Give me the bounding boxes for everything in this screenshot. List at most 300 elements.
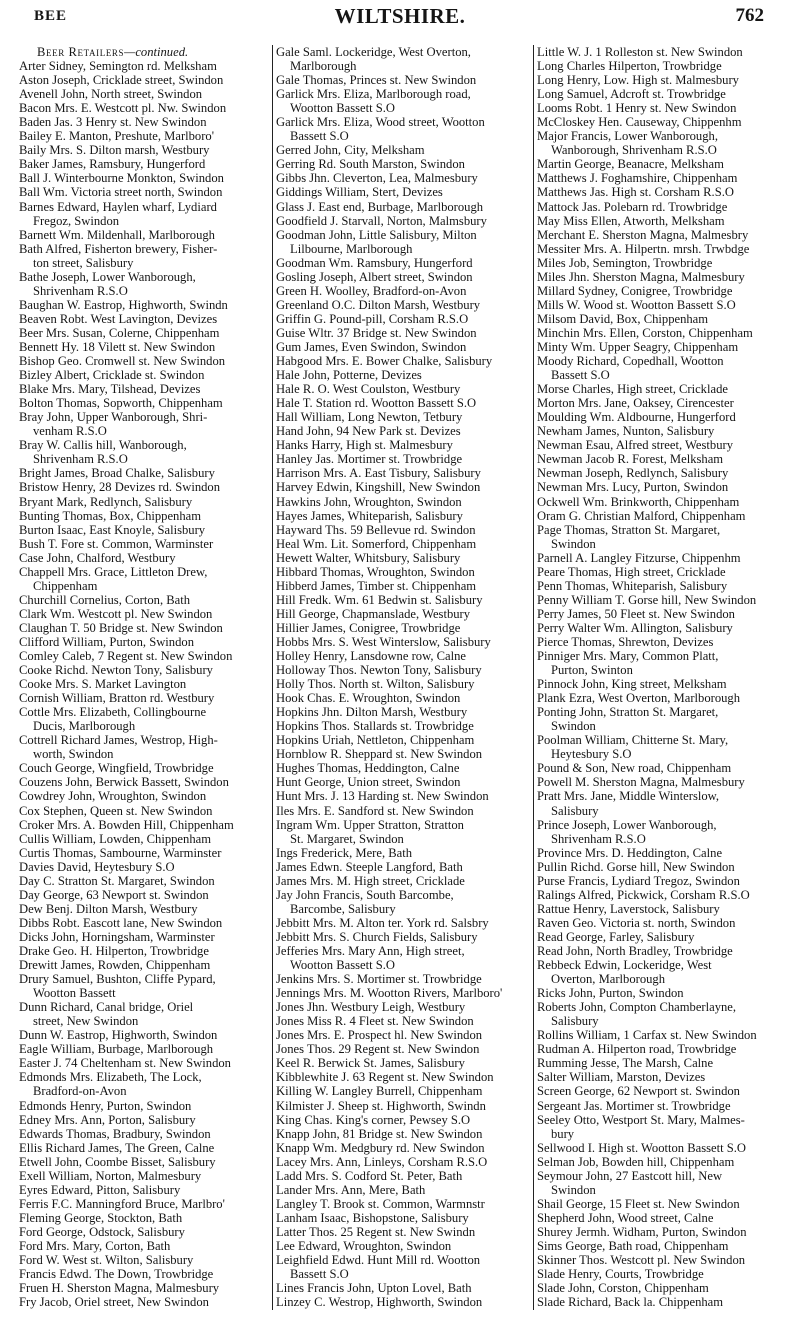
entry-line: Rattue Henry, Laverstock, Salisbury — [537, 901, 720, 916]
directory-entry — [276, 424, 528, 438]
directory-entry — [537, 1113, 789, 1141]
entry-line: Dibbs Robt. Eascott lane, New Swindon — [19, 915, 223, 930]
entry-line: Major Francis, Lower Wanborough, — [537, 129, 718, 144]
entry-line: Bizley Albert, Cricklade st. Swindon — [19, 368, 205, 383]
entry-line: Read George, Farley, Salisbury — [537, 929, 695, 944]
directory-entry — [276, 986, 528, 1000]
directory-entry — [19, 663, 271, 677]
directory-entry — [537, 45, 789, 59]
entry-line: Hunt Mrs. J. 13 Harding st. New Swindon — [276, 789, 489, 804]
directory-entry — [19, 1253, 271, 1267]
directory-entry — [537, 986, 789, 1000]
directory-entry — [276, 930, 528, 944]
entry-line: Bristow Henry, 28 Devizes rd. Swindon — [19, 480, 221, 495]
entry-line: Lines Francis John, Upton Lovel, Bath — [276, 1281, 472, 1296]
directory-entry — [19, 87, 271, 101]
entry-line: Shepherd John, Wood street, Calne — [537, 1210, 714, 1225]
directory-entry — [537, 129, 789, 157]
directory-entry — [19, 129, 271, 143]
directory-entry — [19, 874, 271, 888]
entry-line: Lander Mrs. Ann, Mere, Bath — [276, 1182, 426, 1197]
entry-line: Ball J. Winterbourne Monkton, Swindon — [19, 171, 224, 186]
entry-continuation-line: Heytesbury S.O — [551, 747, 632, 762]
directory-entry — [276, 621, 528, 635]
directory-entry — [19, 635, 271, 649]
directory-entry — [19, 396, 271, 410]
directory-entry — [276, 1295, 528, 1309]
directory-entry — [276, 509, 528, 523]
entry-line: Hayward Ths. 59 Bellevue rd. Swindon — [276, 522, 476, 537]
directory-entry — [19, 1183, 271, 1197]
entry-line: Croker Mrs. A. Bowden Hill, Chippenham — [19, 817, 234, 832]
directory-entry — [537, 944, 789, 958]
entry-line: Hanley Jas. Mortimer st. Trowbridge — [276, 452, 463, 467]
directory-entry — [537, 1239, 789, 1253]
entry-line: Goodfield J. Starvall, Norton, Malmsbury — [276, 213, 487, 228]
directory-entry — [19, 860, 271, 874]
entry-line: Hall William, Long Newton, Tetbury — [276, 410, 463, 425]
directory-entry — [276, 1000, 528, 1014]
entry-line: Perry Walter Wm. Allington, Salisbury — [537, 620, 733, 635]
entry-continuation-line: worth, Swindon — [33, 747, 114, 762]
directory-entry — [19, 466, 271, 480]
entry-line: Bennett Hy. 18 Vilett st. New Swindon — [19, 339, 216, 354]
entry-line: Seymour John, 27 Eastcott hill, New — [537, 1168, 723, 1183]
entry-continuation-line: Bassett S.O — [290, 1267, 349, 1282]
directory-entry — [19, 832, 271, 846]
directory-entry — [19, 733, 271, 761]
directory-entry — [537, 284, 789, 298]
entry-line: Edney Mrs. Ann, Porton, Salisbury — [19, 1112, 196, 1127]
entry-line: Ockwell Wm. Brinkworth, Chippenham — [537, 494, 740, 509]
entry-line: Bryant Mark, Redlynch, Salisbury — [19, 494, 193, 509]
directory-entry — [19, 340, 271, 354]
section-heading-title: Beer Retailers — [37, 45, 125, 59]
directory-entry — [276, 438, 528, 452]
entry-line: Jones Thos. 29 Regent st. New Swindon — [276, 1042, 480, 1057]
directory-entry — [537, 593, 789, 607]
directory-entry — [537, 1028, 789, 1042]
entry-line: May Miss Ellen, Atworth, Melksham — [537, 213, 725, 228]
entry-line: Ponting John, Stratton St. Margaret, — [537, 705, 719, 720]
entry-line: Lee Edward, Wroughton, Swindon — [276, 1238, 452, 1253]
directory-entry — [276, 326, 528, 340]
entry-line: Harvey Edwin, Kingshill, New Swindon — [276, 480, 481, 495]
entry-line: Miles Job, Semington, Trowbridge — [537, 255, 713, 270]
entry-continuation-line: Wootton Bassett S.O — [290, 958, 395, 973]
directory-entry — [19, 101, 271, 115]
entry-line: Lanham Isaac, Bishopstone, Salisbury — [276, 1210, 469, 1225]
directory-entry — [19, 944, 271, 958]
entry-line: Read John, North Bradley, Trowbridge — [537, 944, 733, 958]
directory-entry — [276, 270, 528, 284]
directory-column-2 — [276, 45, 528, 1309]
entry-line: Cottle Mrs. Elizabeth, Collingbourne — [19, 705, 207, 720]
entry-line: Ball Wm. Victoria street north, Swindon — [19, 185, 223, 200]
directory-entry — [537, 73, 789, 87]
entry-line: Hook Chas. E. Wroughton, Swindon — [276, 691, 461, 706]
entry-line: Long Samuel, Adcroft st. Trowbridge — [537, 87, 726, 102]
directory-entry — [19, 649, 271, 663]
directory-entry — [537, 396, 789, 410]
directory-entry — [19, 200, 271, 228]
entry-line: Page Thomas, Stratton St. Margaret, — [537, 522, 721, 537]
directory-entry — [537, 59, 789, 73]
entry-line: Newman Mrs. Lucy, Purton, Swindon — [537, 480, 729, 495]
directory-entry — [19, 1070, 271, 1098]
entry-continuation-line: Salisbury — [551, 1014, 599, 1029]
directory-entry — [276, 480, 528, 494]
entry-line: Ford George, Odstock, Salisbury — [19, 1224, 185, 1239]
entry-line: Eagle William, Burbage, Marlborough — [19, 1042, 214, 1057]
directory-entry — [276, 396, 528, 410]
directory-entry — [537, 1169, 789, 1197]
entry-line: Holloway Thos. Newton Tony, Salisbury — [276, 663, 482, 678]
directory-entry — [19, 509, 271, 523]
directory-entry — [537, 846, 789, 860]
directory-entry — [537, 1253, 789, 1267]
directory-entry — [537, 214, 789, 228]
directory-entry — [19, 438, 271, 466]
entry-line: Dunn W. Eastrop, Highworth, Swindon — [19, 1028, 218, 1043]
directory-entry — [537, 635, 789, 649]
entry-continuation-line: ton street, Salisbury — [33, 255, 134, 270]
entry-line: Cooke Mrs. S. Market Lavington — [19, 677, 187, 692]
entry-line: Minchin Mrs. Ellen, Corston, Chippenham — [537, 325, 753, 340]
directory-entry — [276, 733, 528, 747]
entry-line: Bolton Thomas, Sopworth, Chippenham — [19, 396, 223, 411]
directory-entry — [276, 649, 528, 663]
entry-line: Hughes Thomas, Heddington, Calne — [276, 761, 460, 776]
directory-entry — [19, 691, 271, 705]
directory-entry — [537, 930, 789, 944]
entry-line: Merchant E. Sherston Magna, Malmesbry — [537, 227, 749, 242]
entry-line: Ford Mrs. Mary, Corton, Bath — [19, 1238, 171, 1253]
entry-line: Blake Mrs. Mary, Tilshead, Devizes — [19, 382, 201, 397]
directory-entry — [19, 761, 271, 775]
directory-entry — [276, 228, 528, 256]
directory-entry — [537, 1225, 789, 1239]
entry-line: Shail George, 15 Fleet st. New Swindon — [537, 1196, 740, 1211]
entry-line: Pratt Mrs. Jane, Middle Winterslow, — [537, 789, 720, 804]
directory-entry — [537, 354, 789, 382]
entry-line: Hibbard Thomas, Wroughton, Swindon — [276, 564, 475, 579]
entry-line: Baker James, Ramsbury, Hungerford — [19, 157, 206, 172]
entry-continuation-line: Chippenham — [33, 578, 98, 593]
entry-line: Matthews Jas. High st. Corsham R.S.O — [537, 185, 734, 200]
entry-continuation-line: Barcombe, Salisbury — [290, 901, 396, 916]
entry-line: James Edwn. Steeple Langford, Bath — [276, 859, 463, 874]
directory-entry — [19, 565, 271, 593]
entry-line: Garlick Mrs. Eliza, Marlborough road, — [276, 87, 471, 102]
directory-entry — [276, 1127, 528, 1141]
entry-continuation-line: Shrivenham R.S.O — [551, 831, 646, 846]
entry-line: Knapp Wm. Medgbury rd. New Swindon — [276, 1140, 485, 1155]
directory-entry — [19, 1197, 271, 1211]
directory-entry — [537, 888, 789, 902]
directory-entry — [537, 691, 789, 705]
directory-entry — [19, 1099, 271, 1113]
directory-entry — [276, 185, 528, 199]
directory-entry — [537, 902, 789, 916]
entry-line: Chappell Mrs. Grace, Littleton Drew, — [19, 564, 208, 579]
entry-line: Churchill Cornelius, Corton, Bath — [19, 592, 191, 607]
directory-entry — [537, 326, 789, 340]
directory-entry — [19, 143, 271, 157]
entry-line: Morton Mrs. Jane, Oaksey, Cirencester — [537, 396, 734, 411]
entry-line: Morse Charles, High street, Cricklade — [537, 382, 728, 397]
entry-line: Green H. Woolley, Bradford-on-Avon — [276, 283, 467, 298]
directory-entry — [19, 242, 271, 270]
entry-continuation-line: Swindon — [551, 719, 596, 734]
directory-entry — [276, 157, 528, 171]
directory-entry — [537, 789, 789, 817]
directory-entry — [537, 242, 789, 256]
directory-entry — [537, 1295, 789, 1309]
directory-entry — [19, 958, 271, 972]
entry-line: Hillier James, Conigree, Trowbridge — [276, 620, 461, 635]
directory-entry — [276, 115, 528, 143]
entry-line: Minty Wm. Upper Seagry, Chippenham — [537, 339, 739, 354]
entry-continuation-line: Salisbury — [551, 803, 599, 818]
directory-entry — [19, 326, 271, 340]
entry-line: Newman Esau, Alfred street, Westbury — [537, 438, 734, 453]
entry-line: Case John, Chalford, Westbury — [19, 550, 176, 565]
entry-line: Mills W. Wood st. Wootton Bassett S.O — [537, 297, 736, 312]
directory-entry — [276, 1084, 528, 1098]
entry-line: Bright James, Broad Chalke, Salisbury — [19, 466, 215, 481]
entry-line: Lacey Mrs. Ann, Linleys, Corsham R.S.O — [276, 1154, 488, 1169]
entry-line: Miles Jhn. Sherston Magna, Malmesbury — [537, 269, 745, 284]
directory-entry — [537, 340, 789, 354]
entry-continuation-line: Purton, Swinton — [551, 663, 633, 678]
entry-line: Millard Sydney, Conigree, Trowbridge — [537, 283, 733, 298]
entry-line: Hill George, Chapmanslade, Westbury — [276, 606, 471, 621]
entry-line: Hopkins Jhn. Dilton Marsh, Westbury — [276, 705, 468, 720]
entry-line: Newham James, Nunton, Salisbury — [537, 424, 715, 439]
directory-entry — [276, 171, 528, 185]
entry-line: Habgood Mrs. E. Bower Chalke, Salisbury — [276, 354, 493, 369]
entry-line: Hobbs Mrs. S. West Winterslow, Salisbury — [276, 634, 491, 649]
entry-line: Slade John, Corston, Chippenham — [537, 1281, 709, 1296]
directory-entry — [276, 747, 528, 761]
directory-entry — [276, 1169, 528, 1183]
entry-line: Little W. J. 1 Rolleston st. New Swindon — [537, 45, 743, 59]
directory-entry — [537, 1141, 789, 1155]
entry-line: Gerring Rd. South Marston, Swindon — [276, 157, 465, 172]
entry-line: Goodman John, Little Salisbury, Milton — [276, 227, 477, 242]
entry-line: Jay John Francis, South Barcombe, — [276, 887, 454, 902]
entry-line: Dunn Richard, Canal bridge, Oriel — [19, 1000, 194, 1015]
entry-line: Greenland O.C. Dilton Marsh, Westbury — [276, 297, 481, 312]
entry-line: Perry James, 50 Fleet st. New Swindon — [537, 606, 735, 621]
entry-line: Hale John, Potterne, Devizes — [276, 368, 422, 383]
directory-entry — [276, 1014, 528, 1028]
entry-line: Hale T. Station rd. Wootton Bassett S.O — [276, 396, 477, 411]
directory-entry — [19, 354, 271, 368]
entry-line: Killing W. Langley Burrell, Chippenham — [276, 1084, 483, 1099]
entry-line: Baden Jas. 3 Henry st. New Swindon — [19, 115, 207, 130]
directory-entry — [276, 466, 528, 480]
entry-line: Penn Thomas, Whiteparish, Salisbury — [537, 578, 728, 593]
entry-line: Poolman William, Chitterne St. Mary, — [537, 733, 729, 748]
directory-entry — [276, 1211, 528, 1225]
directory-entry — [19, 523, 271, 537]
entry-line: Leighfield Edwd. Hunt Mill rd. Wootton — [276, 1253, 481, 1268]
directory-entry — [19, 1239, 271, 1253]
directory-entry — [537, 705, 789, 733]
entry-line: Drury Samuel, Bushton, Cliffe Pypard, — [19, 972, 216, 987]
entry-line: Day George, 63 Newport st. Swindon — [19, 887, 209, 902]
entry-line: Cooke Richd. Newton Tony, Salisbury — [19, 663, 213, 678]
page-number: 762 — [735, 5, 764, 26]
entry-line: McCloskey Hen. Causeway, Chippenhm — [537, 115, 742, 130]
entry-line: Matthews J. Foghamshire, Chippenham — [537, 171, 738, 186]
directory-entry — [276, 143, 528, 157]
directory-entry — [537, 818, 789, 846]
directory-entry — [537, 1211, 789, 1225]
directory-entry — [537, 1267, 789, 1281]
directory-entry — [537, 579, 789, 593]
entry-line: Couch George, Wingfield, Trowbridge — [19, 761, 214, 776]
entry-continuation-line: Wootton Bassett — [33, 986, 116, 1001]
entry-line: Drake Geo. H. Hilperton, Trowbridge — [19, 944, 209, 958]
entry-line: Gibbs Jhn. Cleverton, Lea, Malmesbury — [276, 171, 478, 186]
entry-line: Etwell John, Coombe Bisset, Salisbury — [19, 1154, 216, 1169]
entry-line: Plank Ezra, West Overton, Marlborough — [537, 691, 741, 706]
entry-line: Raven Geo. Victoria st. north, Swindon — [537, 915, 736, 930]
directory-entry — [276, 775, 528, 789]
entry-line: Hornblow R. Sheppard st. New Swindon — [276, 747, 483, 762]
entry-line: Jenkins Mrs. S. Mortimer st. Trowbridge — [276, 972, 482, 987]
directory-entry — [276, 73, 528, 87]
entry-line: Ellis Richard James, The Green, Calne — [19, 1140, 215, 1155]
directory-entry — [19, 312, 271, 326]
entry-continuation-line: Swindon — [551, 536, 596, 551]
directory-entry — [19, 1056, 271, 1070]
directory-entry — [537, 649, 789, 677]
entry-continuation-line: venham R.S.O — [33, 424, 107, 439]
directory-entry — [276, 565, 528, 579]
entry-line: Kilmister J. Sheep st. Highworth, Swindn — [276, 1098, 486, 1113]
entry-line: Holly Thos. North st. Wilton, Salisbury — [276, 677, 475, 692]
directory-entry — [276, 972, 528, 986]
entry-line: Claughan T. 50 Bridge st. New Swindon — [19, 620, 223, 635]
directory-entry — [537, 298, 789, 312]
entry-line: Bacon Mrs. E. Westcott pl. Nw. Swindon — [19, 101, 227, 116]
directory-entry — [276, 1155, 528, 1169]
entry-line: Powell M. Sherston Magna, Malmesbury — [537, 775, 745, 790]
entry-line: Rebbeck Edwin, Lockeridge, West — [537, 958, 712, 973]
entry-line: Clark Wm. Westcott pl. New Swindon — [19, 606, 213, 621]
entry-line: Dicks John, Horningsham, Warminster — [19, 929, 215, 944]
entry-continuation-line: Shrivenham R.S.O — [33, 452, 128, 467]
directory-entry — [276, 523, 528, 537]
page-title: WILTSHIRE. — [334, 4, 466, 28]
entry-continuation-line: Overton, Marlborough — [551, 972, 666, 987]
entry-continuation-line: Bradford-on-Avon — [33, 1084, 127, 1099]
directory-entry — [537, 1070, 789, 1084]
entry-line: Long Henry, Low. High st. Malmesbury — [537, 73, 739, 88]
entry-line: Pierce Thomas, Shrewton, Devizes — [537, 634, 714, 649]
entry-line: Slade Richard, Back la. Chippenham — [537, 1295, 724, 1310]
entry-line: Goodman Wm. Ramsbury, Hungerford — [276, 255, 473, 270]
directory-entry — [276, 382, 528, 396]
entry-line: Screen George, 62 Newport st. Swindon — [537, 1084, 740, 1099]
directory-entry — [19, 1141, 271, 1155]
directory-entry — [537, 256, 789, 270]
directory-entry — [19, 73, 271, 87]
directory-entry — [276, 1028, 528, 1042]
entry-line: Clifford William, Purton, Swindon — [19, 634, 194, 649]
directory-entry — [276, 705, 528, 719]
directory-entry — [19, 171, 271, 185]
entry-line: Bailey E. Manton, Preshute, Marlboro' — [19, 129, 214, 144]
directory-entry — [276, 284, 528, 298]
entry-line: Hunt George, Union street, Swindon — [276, 775, 461, 790]
directory-entry — [19, 157, 271, 171]
entry-line: Kibblewhite J. 63 Regent st. New Swindon — [276, 1070, 494, 1085]
entry-line: Gale Thomas, Princes st. New Swindon — [276, 73, 477, 88]
section-heading — [19, 45, 271, 59]
entry-line: Bunting Thomas, Box, Chippenham — [19, 508, 202, 523]
directory-entry — [537, 115, 789, 129]
directory-entry — [276, 312, 528, 326]
entry-line: Knapp John, 81 Bridge st. New Swindon — [276, 1126, 483, 1141]
directory-entry — [276, 354, 528, 368]
entry-line: Fleming George, Stockton, Bath — [19, 1210, 183, 1225]
directory-entry — [276, 214, 528, 228]
entry-line: Bishop Geo. Cromwell st. New Swindon — [19, 354, 226, 369]
entry-line: Newman Jacob R. Forest, Melksham — [537, 452, 724, 467]
entry-line: Fruen H. Sherston Magna, Malmesbury — [19, 1281, 220, 1296]
directory-entry — [276, 916, 528, 930]
entry-line: Cox Stephen, Queen st. New Swindon — [19, 803, 213, 818]
entry-line: Selman Job, Bowden hill, Chippenham — [537, 1154, 735, 1169]
directory-entry — [276, 593, 528, 607]
entry-line: Pound & Son, New road, Chippenham — [537, 761, 732, 776]
entry-line: Giddings William, Stert, Devizes — [276, 185, 443, 200]
directory-entry — [276, 340, 528, 354]
entry-line: Cornish William, Bratton rd. Westbury — [19, 691, 215, 706]
entry-line: Mattock Jas. Polebarn rd. Trowbridge — [537, 199, 728, 214]
entry-line: Jebbitt Mrs. S. Church Fields, Salisbury — [276, 929, 478, 944]
directory-entry — [276, 1197, 528, 1211]
directory-entry — [276, 579, 528, 593]
directory-entry — [276, 256, 528, 270]
directory-entry — [19, 789, 271, 803]
entry-line: Comley Caleb, 7 Regent st. New Swindon — [19, 649, 233, 664]
directory-entry — [276, 691, 528, 705]
directory-entry — [276, 410, 528, 424]
directory-entry — [276, 495, 528, 509]
directory-entry — [537, 382, 789, 396]
directory-entry — [276, 804, 528, 818]
entry-continuation-line: Fregoz, Swindon — [33, 213, 120, 228]
entry-line: Beaven Robt. West Lavington, Devizes — [19, 311, 218, 326]
directory-entry — [276, 1141, 528, 1155]
entry-line: Cowdrey John, Wroughton, Swindon — [19, 789, 207, 804]
directory-entry — [19, 818, 271, 832]
directory-entry — [276, 860, 528, 874]
directory-entry — [19, 410, 271, 438]
entry-line: Hawkins John, Wroughton, Swindon — [276, 494, 462, 509]
entry-line: Ings Frederick, Mere, Bath — [276, 845, 413, 860]
entry-line: Langley T. Brook st. Common, Warmnstr — [276, 1196, 485, 1211]
directory-entry — [276, 200, 528, 214]
directory-entry — [537, 101, 789, 115]
entry-line: Pullin Richd. Gorse hill, New Swindon — [537, 859, 735, 874]
